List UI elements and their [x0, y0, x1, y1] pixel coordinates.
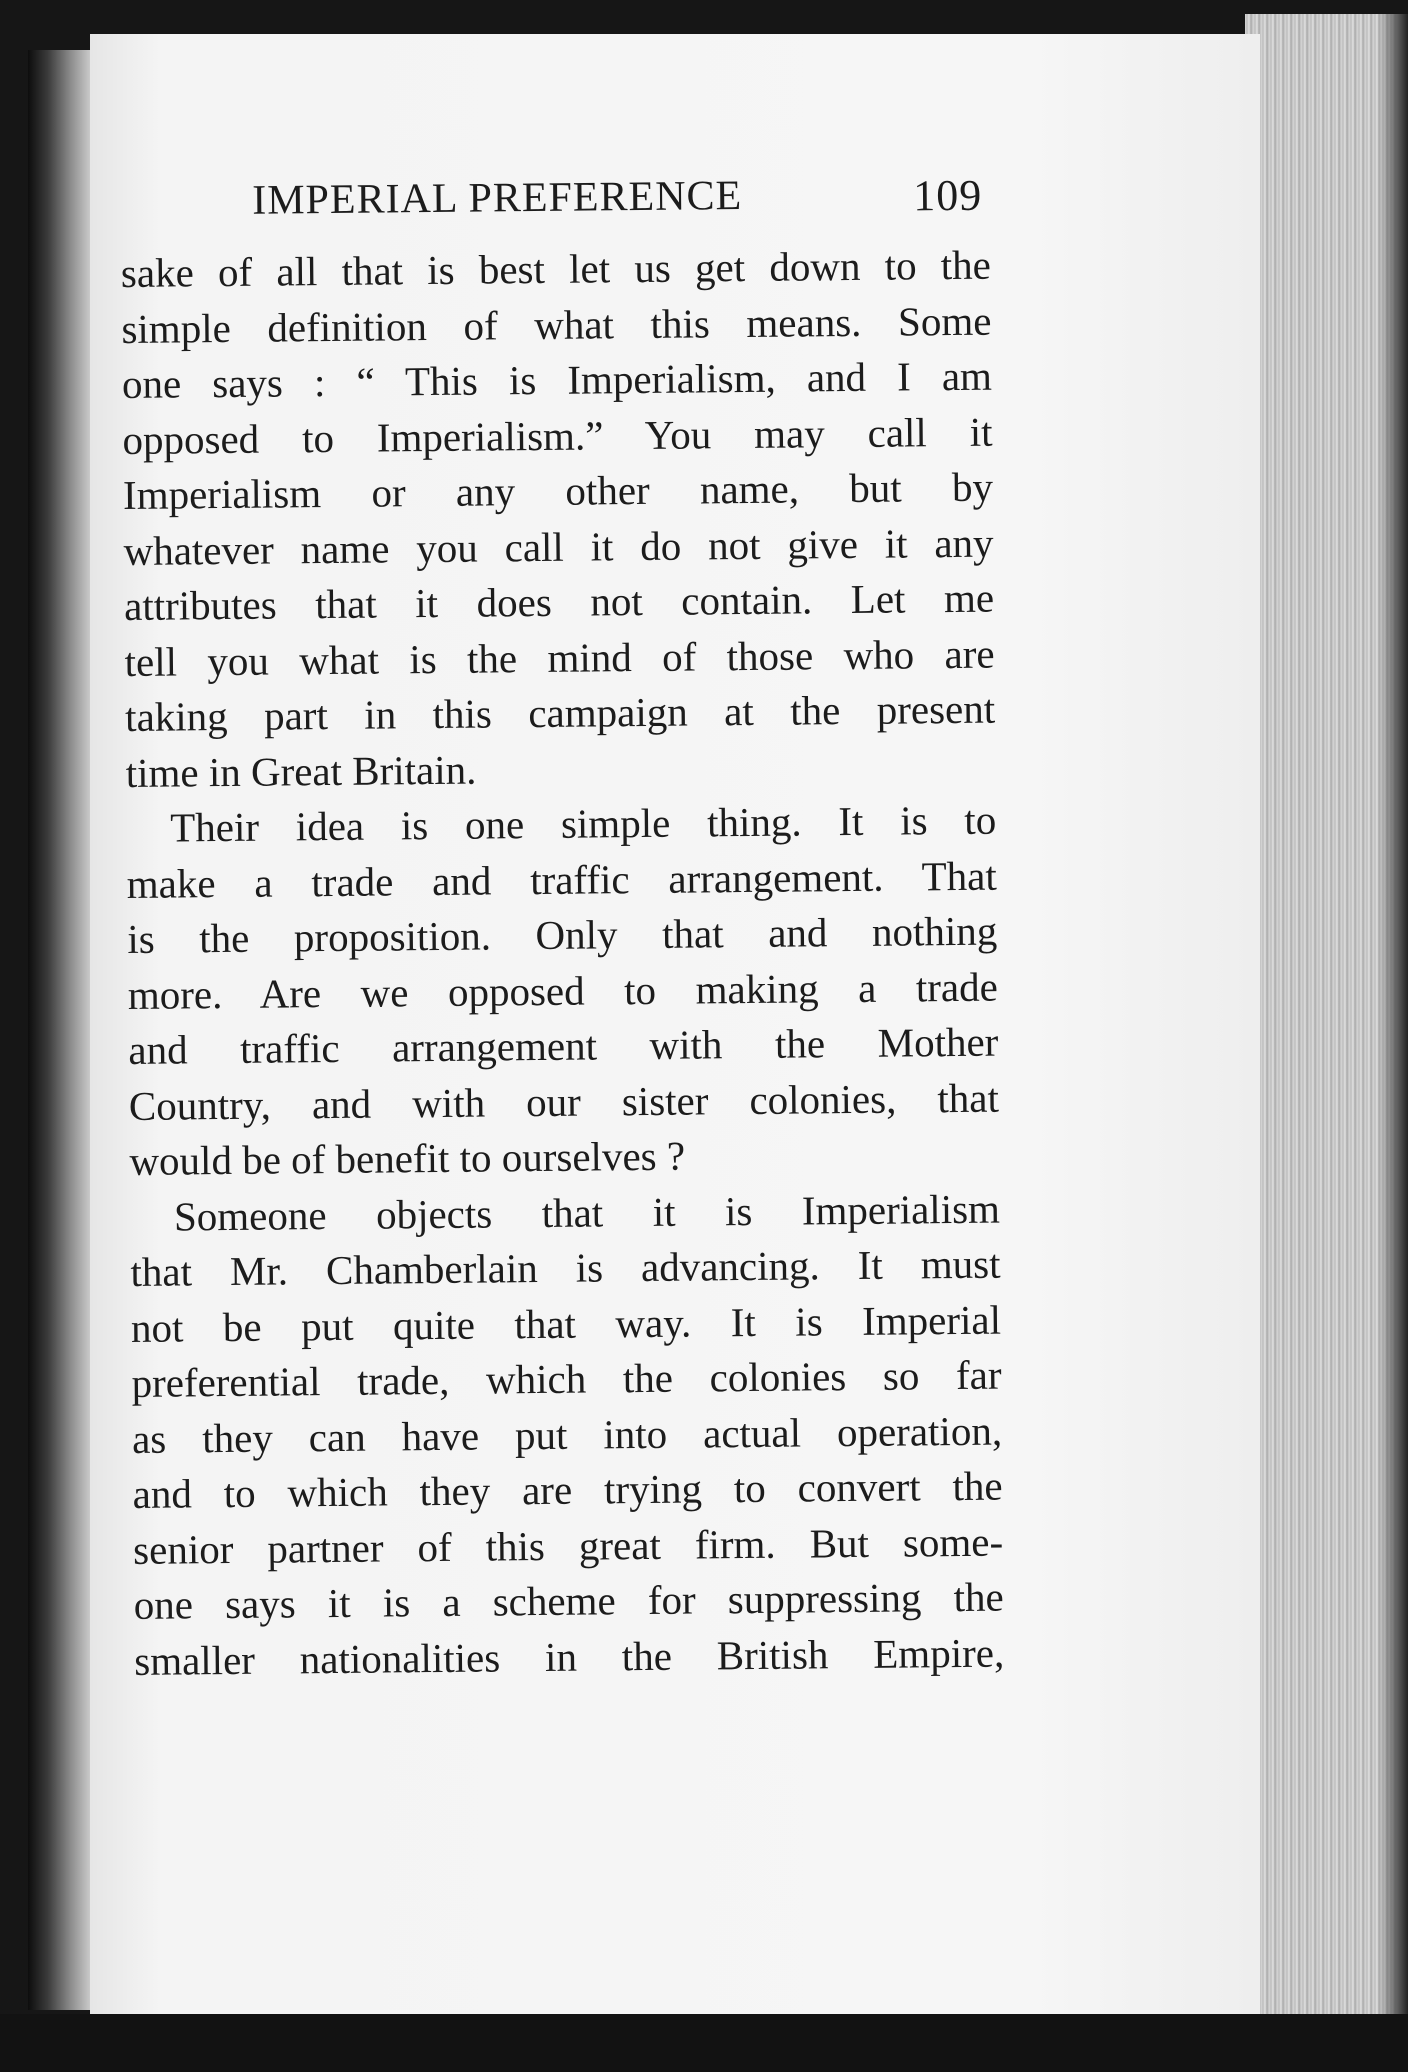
text-line: and to which they are trying to convert the: [132, 1462, 1003, 1517]
text-line: more. Are we opposed to making a trade: [127, 963, 999, 1018]
text-line: whatever name you call it do not give it any: [123, 519, 994, 574]
page-number: 109: [912, 170, 983, 221]
text-line: one says : “ This is Imperialism, and I am: [121, 352, 993, 407]
text-line: that Mr. Chamberlain is advancing. It must: [130, 1240, 1001, 1295]
text-line: simple definition of what this means. Some: [121, 297, 992, 352]
text-line: Someone objects that it is Imperialism: [173, 1185, 1001, 1240]
text-line: tell you what is the mind of those who are: [124, 630, 995, 685]
text-line: make a trade and traffic arrangement. That: [126, 852, 997, 907]
body-text: [121, 238, 1005, 1689]
text-line: senior partner of this great firm. But some-: [132, 1518, 1004, 1573]
paragraph-2: [126, 793, 1000, 1190]
bottom-shadow: [0, 2014, 1408, 2072]
text-line: Imperialism or any other name, but by: [122, 463, 994, 518]
text-line: attributes that it does not contain. Let me: [123, 574, 995, 629]
page-text-block: [120, 170, 1004, 1689]
text-line: and traffic arrangement with the Mother: [128, 1018, 999, 1073]
text-line: time in Great Britain.: [125, 746, 477, 796]
text-line: not be put quite that way. It is Imperial: [130, 1296, 1002, 1351]
text-line: Country, and with our sister colonies, that: [128, 1074, 1000, 1129]
paragraph-1: [121, 238, 996, 801]
text-line: opposed to Imperialism.” You may call it: [122, 408, 993, 463]
book-fore-edge: [1245, 14, 1408, 2034]
text-line: taking part in this campaign at the present: [124, 685, 996, 740]
paragraph-3: [130, 1181, 1005, 1689]
text-line: preferential trade, which the colonies so far: [131, 1351, 1002, 1406]
text-line: sake of all that is best let us get down to the: [120, 241, 992, 296]
book-gutter: [28, 50, 94, 2010]
running-head: [120, 170, 991, 238]
text-line: Their idea is one simple thing. It is to: [170, 796, 997, 851]
text-line: one says it is a scheme for suppressing the: [133, 1573, 1004, 1628]
text-line: would be of benefit to ourselves ?: [129, 1132, 686, 1184]
text-line: is the proposition. Only that and nothing: [127, 907, 998, 962]
running-title: IMPERIAL PREFERENCE: [252, 173, 743, 224]
text-line: as they can have put into actual operation,: [131, 1407, 1003, 1462]
text-line: smaller nationalities in the British Empire,: [134, 1629, 1005, 1684]
